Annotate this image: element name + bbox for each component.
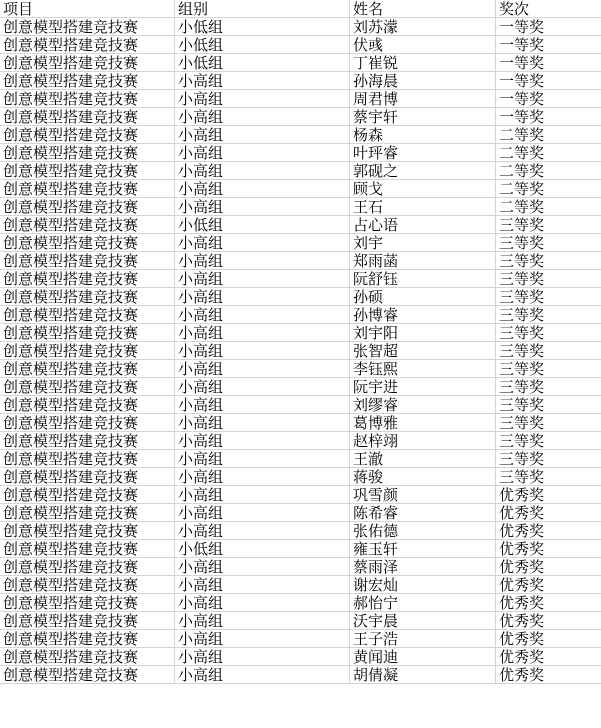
table-row — [0, 36, 601, 54]
group-cell[interactable]: 小高组 — [175, 450, 350, 467]
group-cell[interactable]: 小高组 — [175, 432, 350, 449]
group-cell[interactable]: 小高组 — [175, 414, 350, 431]
name-cell[interactable]: 刘缪睿 — [350, 396, 496, 413]
group-cell[interactable]: 小低组 — [175, 18, 350, 35]
award-cell[interactable]: 三等奖 — [499, 324, 545, 341]
table-row — [0, 342, 601, 360]
group-cell[interactable]: 小高组 — [175, 180, 350, 197]
table-row — [0, 306, 601, 324]
name-cell[interactable]: 蒋骏 — [350, 468, 496, 485]
project-cell[interactable]: 创意模型搭建竞技赛 — [0, 198, 175, 215]
table-row — [0, 486, 601, 504]
award-cell[interactable]: 三等奖 — [499, 468, 545, 485]
project-cell[interactable]: 创意模型搭建竞技赛 — [0, 360, 175, 377]
award-cell[interactable]: 三等奖 — [499, 252, 545, 269]
award-cell[interactable]: 优秀奖 — [499, 666, 545, 683]
award-cell[interactable]: 三等奖 — [499, 414, 545, 431]
project-cell[interactable]: 创意模型搭建竞技赛 — [0, 324, 175, 341]
name-cell[interactable]: 李钰熙 — [350, 360, 496, 377]
project-cell[interactable]: 创意模型搭建竞技赛 — [0, 342, 175, 359]
table-row — [0, 630, 601, 648]
award-cell[interactable]: 优秀奖 — [499, 522, 545, 539]
name-cell[interactable]: 蔡宇轩 — [350, 108, 496, 125]
table-row — [0, 18, 601, 36]
project-cell[interactable]: 创意模型搭建竞技赛 — [0, 126, 175, 143]
group-cell[interactable]: 小高组 — [175, 288, 350, 305]
table-row — [0, 576, 601, 594]
table-row — [0, 666, 601, 684]
project-cell[interactable]: 创意模型搭建竞技赛 — [0, 108, 175, 125]
group-cell[interactable]: 小高组 — [175, 342, 350, 359]
award-cell[interactable]: 优秀奖 — [499, 648, 545, 665]
name-cell[interactable]: 刘苏濛 — [350, 18, 496, 35]
name-cell[interactable]: 顾戈 — [350, 180, 496, 197]
award-cell[interactable]: 优秀奖 — [499, 486, 545, 503]
group-cell[interactable]: 小高组 — [175, 144, 350, 161]
project-cell[interactable]: 创意模型搭建竞技赛 — [0, 522, 175, 539]
name-cell[interactable]: 王子浩 — [350, 630, 496, 647]
table-row — [0, 234, 601, 252]
project-cell[interactable]: 创意模型搭建竞技赛 — [0, 504, 175, 521]
table-row — [0, 72, 601, 90]
name-cell[interactable]: 郭砚之 — [350, 162, 496, 179]
award-cell[interactable]: 一等奖 — [499, 108, 545, 125]
header-cell-award[interactable]: 奖次 — [499, 0, 530, 17]
table-row — [0, 522, 601, 540]
group-cell[interactable]: 小高组 — [175, 198, 350, 215]
project-cell[interactable]: 创意模型搭建竞技赛 — [0, 450, 175, 467]
name-cell[interactable]: 孙博睿 — [350, 306, 496, 323]
project-cell[interactable]: 创意模型搭建竞技赛 — [0, 162, 175, 179]
name-cell[interactable]: 杨森 — [350, 126, 496, 143]
award-cell[interactable]: 三等奖 — [499, 360, 545, 377]
group-cell[interactable]: 小高组 — [175, 162, 350, 179]
name-cell[interactable]: 郝怡宁 — [350, 594, 496, 611]
project-cell[interactable]: 创意模型搭建竞技赛 — [0, 36, 175, 53]
group-cell[interactable]: 小低组 — [175, 540, 350, 557]
group-cell[interactable]: 小高组 — [175, 594, 350, 611]
project-cell[interactable]: 创意模型搭建竞技赛 — [0, 18, 175, 35]
award-cell[interactable]: 三等奖 — [499, 342, 545, 359]
project-cell[interactable]: 创意模型搭建竞技赛 — [0, 378, 175, 395]
award-cell[interactable]: 优秀奖 — [499, 558, 545, 575]
table-row — [0, 414, 601, 432]
project-cell[interactable]: 创意模型搭建竞技赛 — [0, 180, 175, 197]
project-cell[interactable]: 创意模型搭建竞技赛 — [0, 90, 175, 107]
project-cell[interactable]: 创意模型搭建竞技赛 — [0, 540, 175, 557]
project-cell[interactable]: 创意模型搭建竞技赛 — [0, 468, 175, 485]
name-cell[interactable]: 沃宇晨 — [350, 612, 496, 629]
table-row — [0, 504, 601, 522]
name-cell[interactable]: 谢宏灿 — [350, 576, 496, 593]
name-cell[interactable]: 孙硕 — [350, 288, 496, 305]
table-row — [0, 648, 601, 666]
table-row — [0, 450, 601, 468]
project-cell[interactable]: 创意模型搭建竞技赛 — [0, 594, 175, 611]
award-cell[interactable]: 一等奖 — [499, 18, 545, 35]
award-cell[interactable]: 优秀奖 — [499, 594, 545, 611]
project-cell[interactable]: 创意模型搭建竞技赛 — [0, 216, 175, 233]
group-cell[interactable]: 小高组 — [175, 648, 350, 665]
group-cell[interactable]: 小低组 — [175, 54, 350, 71]
award-cell[interactable]: 二等奖 — [499, 144, 545, 161]
table-row — [0, 540, 601, 558]
group-cell[interactable]: 小高组 — [175, 126, 350, 143]
project-cell[interactable]: 创意模型搭建竞技赛 — [0, 612, 175, 629]
group-cell[interactable]: 小高组 — [175, 306, 350, 323]
name-cell[interactable]: 周君博 — [350, 90, 496, 107]
award-cell[interactable]: 二等奖 — [499, 198, 545, 215]
project-cell[interactable]: 创意模型搭建竞技赛 — [0, 414, 175, 431]
name-cell[interactable]: 郑雨菡 — [350, 252, 496, 269]
header-cell-name[interactable]: 姓名 — [350, 0, 496, 17]
table-row — [0, 126, 601, 144]
project-cell[interactable]: 创意模型搭建竞技赛 — [0, 666, 175, 683]
name-cell[interactable]: 刘宇 — [350, 234, 496, 251]
table-row — [0, 432, 601, 450]
table-row — [0, 180, 601, 198]
group-cell[interactable]: 小低组 — [175, 36, 350, 53]
award-cell[interactable]: 三等奖 — [499, 306, 545, 323]
award-cell[interactable]: 优秀奖 — [499, 576, 545, 593]
table-row — [0, 108, 601, 126]
award-cell[interactable]: 三等奖 — [499, 378, 545, 395]
table-row — [0, 288, 601, 306]
table-row — [0, 324, 601, 342]
name-cell[interactable]: 阮宇进 — [350, 378, 496, 395]
award-cell[interactable]: 一等奖 — [499, 72, 545, 89]
group-cell[interactable]: 小高组 — [175, 90, 350, 107]
table-row — [0, 612, 601, 630]
group-cell[interactable]: 小高组 — [175, 252, 350, 269]
name-cell[interactable]: 雍玉轩 — [350, 540, 496, 557]
header-cell-group[interactable]: 组别 — [175, 0, 350, 17]
name-cell[interactable]: 孙海晨 — [350, 72, 496, 89]
award-cell[interactable]: 三等奖 — [499, 396, 545, 413]
table-row — [0, 54, 601, 72]
project-cell[interactable]: 创意模型搭建竞技赛 — [0, 396, 175, 413]
name-cell[interactable]: 葛博雅 — [350, 414, 496, 431]
project-cell[interactable]: 创意模型搭建竞技赛 — [0, 234, 175, 251]
award-cell[interactable]: 一等奖 — [499, 36, 545, 53]
table-row — [0, 360, 601, 378]
table-row — [0, 594, 601, 612]
award-cell[interactable]: 一等奖 — [499, 90, 545, 107]
name-cell[interactable]: 巩雪颜 — [350, 486, 496, 503]
group-cell[interactable]: 小高组 — [175, 396, 350, 413]
table-row — [0, 90, 601, 108]
award-cell[interactable]: 三等奖 — [499, 450, 545, 467]
award-cell[interactable]: 优秀奖 — [499, 540, 545, 557]
group-cell[interactable]: 小高组 — [175, 486, 350, 503]
table-row — [0, 558, 601, 576]
project-cell[interactable]: 创意模型搭建竞技赛 — [0, 72, 175, 89]
group-cell[interactable]: 小高组 — [175, 360, 350, 377]
award-cell[interactable]: 三等奖 — [499, 288, 545, 305]
group-cell[interactable]: 小高组 — [175, 324, 350, 341]
table-row — [0, 270, 601, 288]
award-cell[interactable]: 一等奖 — [499, 54, 545, 71]
award-cell[interactable]: 优秀奖 — [499, 612, 545, 629]
name-cell[interactable]: 伏彧 — [350, 36, 496, 53]
project-cell[interactable]: 创意模型搭建竞技赛 — [0, 558, 175, 575]
table-row — [0, 468, 601, 486]
group-cell[interactable]: 小高组 — [175, 378, 350, 395]
header-cell-project[interactable]: 项目 — [0, 0, 175, 17]
project-cell[interactable]: 创意模型搭建竞技赛 — [0, 54, 175, 71]
group-cell[interactable]: 小高组 — [175, 558, 350, 575]
name-cell[interactable]: 占心语 — [350, 216, 496, 233]
award-cell[interactable]: 三等奖 — [499, 432, 545, 449]
project-cell[interactable]: 创意模型搭建竞技赛 — [0, 306, 175, 323]
group-cell[interactable]: 小高组 — [175, 522, 350, 539]
name-cell[interactable]: 张智超 — [350, 342, 496, 359]
group-cell[interactable]: 小高组 — [175, 234, 350, 251]
group-cell[interactable]: 小高组 — [175, 504, 350, 521]
award-cell[interactable]: 优秀奖 — [499, 630, 545, 647]
award-cell[interactable]: 二等奖 — [499, 180, 545, 197]
table-row — [0, 378, 601, 396]
name-cell[interactable]: 叶玶睿 — [350, 144, 496, 161]
award-cell[interactable]: 三等奖 — [499, 216, 545, 233]
award-cell[interactable]: 二等奖 — [499, 126, 545, 143]
project-cell[interactable]: 创意模型搭建竞技赛 — [0, 486, 175, 503]
project-cell[interactable]: 创意模型搭建竞技赛 — [0, 630, 175, 647]
name-cell[interactable]: 王澈 — [350, 450, 496, 467]
group-cell[interactable]: 小高组 — [175, 72, 350, 89]
data-rows — [0, 18, 601, 684]
name-cell[interactable]: 阮舒钰 — [350, 270, 496, 287]
name-cell[interactable]: 陈希睿 — [350, 504, 496, 521]
name-cell[interactable]: 赵梓翊 — [350, 432, 496, 449]
table-row — [0, 252, 601, 270]
award-cell[interactable]: 二等奖 — [499, 162, 545, 179]
name-cell[interactable]: 刘宇阳 — [350, 324, 496, 341]
table-row — [0, 198, 601, 216]
award-cell[interactable]: 三等奖 — [499, 234, 545, 251]
table-row — [0, 144, 601, 162]
award-cell[interactable]: 三等奖 — [499, 270, 545, 287]
group-cell[interactable]: 小高组 — [175, 612, 350, 629]
header-row — [0, 0, 601, 18]
group-cell[interactable]: 小低组 — [175, 216, 350, 233]
name-cell[interactable]: 胡倩凝 — [350, 666, 496, 683]
table-row — [0, 396, 601, 414]
name-cell[interactable]: 张佑德 — [350, 522, 496, 539]
group-cell[interactable]: 小高组 — [175, 630, 350, 647]
name-cell[interactable]: 蔡雨泽 — [350, 558, 496, 575]
project-cell[interactable]: 创意模型搭建竞技赛 — [0, 288, 175, 305]
group-cell[interactable]: 小高组 — [175, 108, 350, 125]
group-cell[interactable]: 小高组 — [175, 468, 350, 485]
project-cell[interactable]: 创意模型搭建竞技赛 — [0, 270, 175, 287]
group-cell[interactable]: 小高组 — [175, 576, 350, 593]
project-cell[interactable]: 创意模型搭建竞技赛 — [0, 252, 175, 269]
award-cell[interactable]: 优秀奖 — [499, 504, 545, 521]
project-cell[interactable]: 创意模型搭建竞技赛 — [0, 648, 175, 665]
project-cell[interactable]: 创意模型搭建竞技赛 — [0, 144, 175, 161]
project-cell[interactable]: 创意模型搭建竞技赛 — [0, 432, 175, 449]
name-cell[interactable]: 王石 — [350, 198, 496, 215]
group-cell[interactable]: 小高组 — [175, 666, 350, 683]
project-cell[interactable]: 创意模型搭建竞技赛 — [0, 576, 175, 593]
name-cell[interactable]: 丁崔锐 — [350, 54, 496, 71]
table-row — [0, 216, 601, 234]
name-cell[interactable]: 黄闻迪 — [350, 648, 496, 665]
group-cell[interactable]: 小高组 — [175, 270, 350, 287]
table-row — [0, 162, 601, 180]
